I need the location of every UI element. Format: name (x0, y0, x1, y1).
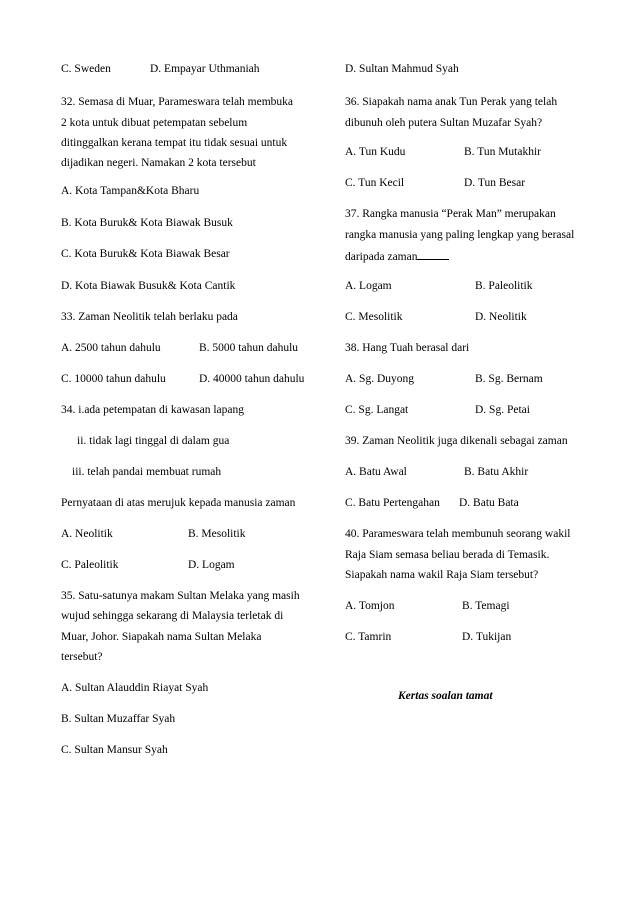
question-34-item-ii: ii. tidak lagi tinggal di dalam gua (77, 435, 230, 447)
question-36-line: 36. Siapakah nama anak Tun Perak yang telah (345, 96, 558, 108)
question-39: 39. Zaman Neolitik juga dikenali sebagai zaman (345, 435, 568, 447)
question-40-option-c: C. Tamrin (345, 631, 392, 643)
question-37-option-a: A. Logam (345, 280, 392, 292)
question-39-option-a: A. Batu Awal (345, 466, 407, 478)
question-32-option: B. Kota Buruk& Kota Biawak Busuk (61, 217, 233, 229)
question-38-option-a: A. Sg. Duyong (345, 373, 415, 385)
end-of-paper-note: Kertas soalan tamat (398, 690, 493, 702)
question-38-option-b: B. Sg. Bernam (475, 373, 543, 385)
question-40-option-a: A. Tomjon (345, 600, 395, 612)
question-36-option-b: B. Tun Mutakhir (464, 146, 542, 158)
question-36-option-d: D. Tun Besar (464, 177, 526, 189)
question-39-option-b: B. Batu Akhir (464, 466, 529, 478)
question-40-line: Siapakah nama wakil Raja Siam tersebut? (345, 569, 539, 581)
answer-blank (417, 249, 449, 260)
question-35-option: B. Sultan Muzaffar Syah (61, 713, 176, 725)
question-32-option: A. Kota Tampan&Kota Bharu (61, 185, 200, 197)
question-32-line: dijadikan negeri. Namakan 2 kota tersebut (61, 157, 256, 169)
question-37-line: rangka manusia yang paling lengkap yang berasal (345, 229, 575, 241)
question-37-option-c: C. Mesolitik (345, 311, 403, 323)
question-34: 34. i.ada petempatan di kawasan lapang (61, 404, 244, 416)
question-33-option-b: B. 5000 tahun dahulu (199, 342, 299, 354)
question-34-option-c: C. Paleolitik (61, 559, 119, 571)
question-40-option-d: D. Tukijan (462, 631, 512, 643)
question-35-line: tersebut? (61, 651, 103, 663)
question-32-option: D. Kota Biawak Busuk& Kota Cantik (61, 280, 236, 292)
question-34-option-d: D. Logam (188, 559, 235, 571)
question-38: 38. Hang Tuah berasal dari (345, 342, 470, 354)
question-34-option-b: B. Mesolitik (188, 528, 246, 540)
question-33: 33. Zaman Neolitik telah berlaku pada (61, 311, 238, 323)
question-35-line: Muar, Johor. Siapakah nama Sultan Melaka (61, 631, 262, 643)
question-33-option-c: C. 10000 tahun dahulu (61, 373, 166, 385)
question-33-option-a: A. 2500 tahun dahulu (61, 342, 161, 354)
question-34-item-iii: iii. telah pandai membuat rumah (72, 466, 222, 478)
question-36-option-a: A. Tun Kudu (345, 146, 406, 158)
question-40-option-b: B. Temagi (462, 600, 510, 612)
option-d-sultan-mahmud-syah: D. Sultan Mahmud Syah (345, 63, 459, 75)
question-37-option-b: B. Paleolitik (475, 280, 533, 292)
question-32-line: 32. Semasa di Muar, Parameswara telah membuka (61, 96, 294, 108)
question-39-option-c: C. Batu Pertengahan (345, 497, 440, 509)
question-37-option-d: D. Neolitik (475, 311, 527, 323)
question-40-line: 40. Parameswara telah membunuh seorang wakil (345, 528, 571, 540)
question-34-option-a: A. Neolitik (61, 528, 113, 540)
option-c-sweden: C. Sweden (61, 63, 111, 75)
question-37-text: daripada zaman (345, 251, 418, 263)
option-d-empayar-uthmaniah: D. Empayar Uthmaniah (150, 63, 260, 75)
question-32-option: C. Kota Buruk& Kota Biawak Besar (61, 248, 230, 260)
question-35-option: A. Sultan Alauddin Riayat Syah (61, 682, 209, 694)
question-34-statement: Pernyataan di atas merujuk kepada manusia zaman (61, 497, 296, 509)
question-36-option-c: C. Tun Kecil (345, 177, 405, 189)
question-38-option-c: C. Sg. Langat (345, 404, 409, 416)
question-32-line: ditinggalkan kerana tempat itu tidak sesuai untuk (61, 137, 288, 149)
question-33-option-d: D. 40000 tahun dahulu (199, 373, 305, 385)
question-38-option-d: D. Sg. Petai (475, 404, 530, 416)
question-37-line: 37. Rangka manusia “Perak Man” merupakan (345, 208, 556, 220)
question-40-line: Raja Siam semasa beliau berada di Temasik. (345, 549, 550, 561)
question-37-line (345, 249, 449, 264)
question-36-line: dibunuh oleh putera Sultan Muzafar Syah? (345, 117, 543, 129)
question-32-line: 2 kota untuk dibuat petempatan sebelum (61, 117, 248, 129)
question-35-line: wujud sehingga sekarang di Malaysia terletak di (61, 610, 284, 622)
question-35-line: 35. Satu-satunya makam Sultan Melaka yang masih (61, 590, 300, 602)
question-39-option-d: D. Batu Bata (459, 497, 519, 509)
question-35-option: C. Sultan Mansur Syah (61, 744, 168, 756)
